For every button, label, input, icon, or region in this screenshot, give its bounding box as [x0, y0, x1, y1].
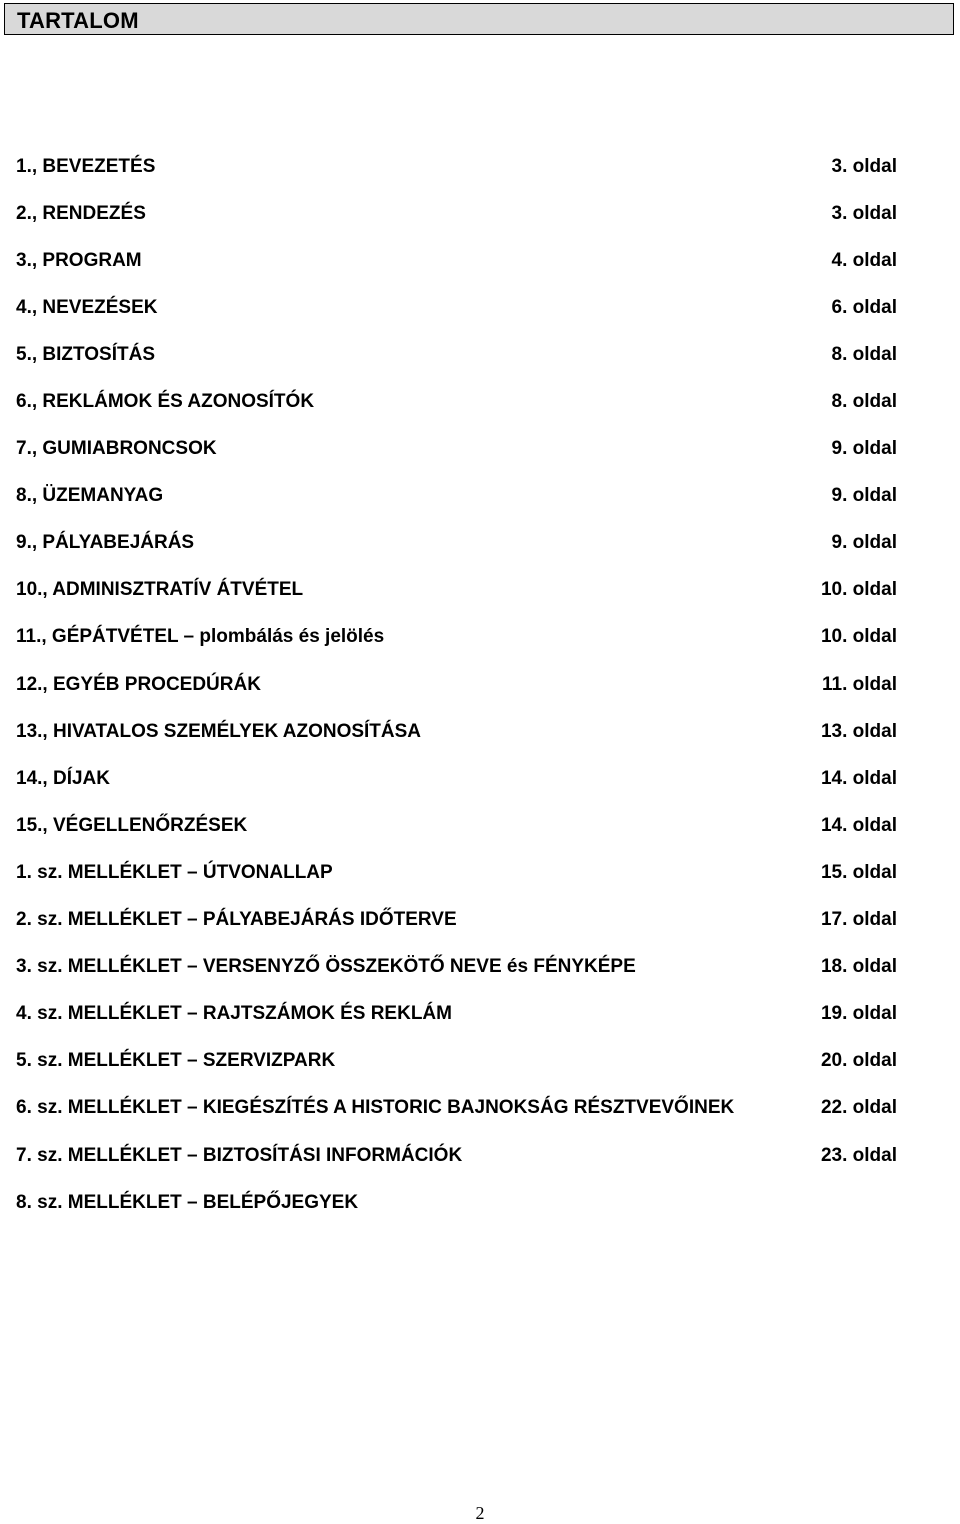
toc-entry [16, 849, 897, 896]
toc-entry-label: 4., NEVEZÉSEK [16, 296, 158, 318]
toc-entry-label: 7. sz. MELLÉKLET – BIZTOSÍTÁSI INFORMÁCIÓK [16, 1144, 463, 1166]
toc-entry-label: 8. sz. MELLÉKLET – BELÉPŐJEGYEK [16, 1191, 359, 1213]
table-of-contents [16, 143, 897, 1226]
toc-entry-label: 4. sz. MELLÉKLET – RAJTSZÁMOK ÉS REKLÁM [16, 1003, 452, 1025]
toc-entry [16, 520, 897, 567]
toc-entry-label: 3. sz. MELLÉKLET – VERSENYZŐ ÖSSZEKÖTŐ NEVE és FÉNYKÉPE [16, 956, 636, 978]
toc-entry-page: 20. oldal [820, 1050, 897, 1072]
toc-entry-page: 14. oldal [820, 814, 897, 836]
toc-entry-label: 10., ADMINISZTRATÍV ÁTVÉTEL [16, 579, 304, 601]
toc-entry [16, 897, 897, 944]
toc-entry [16, 190, 897, 237]
page-number: 2 [475, 1503, 485, 1523]
toc-entry-page: 19. oldal [820, 1003, 897, 1025]
toc-entry [16, 237, 897, 284]
toc-entry [16, 1179, 897, 1226]
toc-entry-label: 2. sz. MELLÉKLET – PÁLYABEJÁRÁS IDŐTERVE [16, 909, 457, 931]
toc-entry-label: 11., GÉPÁTVÉTEL – plombálás és jelölés [16, 626, 385, 648]
toc-entry-label: 2., RENDEZÉS [16, 202, 146, 224]
toc-entry [16, 755, 897, 802]
toc-entry-label: 8., ÜZEMANYAG [16, 485, 164, 507]
toc-entry-page: 18. oldal [820, 956, 897, 978]
toc-entry-page: 10. oldal [820, 579, 897, 601]
toc-entry [16, 1038, 897, 1085]
toc-entry [16, 802, 897, 849]
toc-entry-label: 7., GUMIABRONCSOK [16, 438, 217, 460]
toc-entry-page: 9. oldal [831, 438, 897, 460]
toc-entry-page: 6. oldal [831, 296, 897, 318]
toc-entry-label: 13., HIVATALOS SZEMÉLYEK AZONOSÍTÁSA [16, 720, 422, 742]
page-title: TARTALOM [17, 8, 139, 33]
toc-entry [16, 708, 897, 755]
toc-entry [16, 1085, 897, 1132]
toc-entry [16, 284, 897, 331]
toc-entry-page: 8. oldal [831, 391, 897, 413]
toc-entry-page: 22. oldal [820, 1097, 897, 1119]
toc-entry-label: 12., EGYÉB PROCEDÚRÁK [16, 673, 261, 695]
toc-entry-label: 15., VÉGELLENŐRZÉSEK [16, 814, 248, 836]
toc-entry-page: 3. oldal [831, 155, 897, 177]
toc-entry-page: 10. oldal [820, 626, 897, 648]
toc-entry-page: 14. oldal [820, 767, 897, 789]
toc-entry-page: 13. oldal [820, 720, 897, 742]
toc-entry-page: 11. oldal [822, 673, 897, 695]
toc-entry-label: 5. sz. MELLÉKLET – SZERVIZPARK [16, 1050, 336, 1072]
toc-entry-page: 9. oldal [831, 485, 897, 507]
toc-entry-page: 8. oldal [831, 343, 897, 365]
toc-entry [16, 567, 897, 614]
toc-entry [16, 944, 897, 991]
toc-entry-page: 9. oldal [831, 532, 897, 554]
toc-entry-label: 6. sz. MELLÉKLET – KIEGÉSZÍTÉS A HISTORIC BAJNOKSÁG RÉSZTVEVŐINEK [16, 1097, 735, 1119]
toc-entry [16, 378, 897, 425]
toc-entry [16, 426, 897, 473]
toc-entry [16, 331, 897, 378]
toc-entry [16, 1132, 897, 1179]
toc-entry-page: 4. oldal [831, 249, 897, 271]
toc-entry-label: 1. sz. MELLÉKLET – ÚTVONALLAP [16, 861, 333, 883]
toc-entry-page: 15. oldal [820, 861, 897, 883]
toc-entry [16, 143, 897, 190]
toc-entry-page: 3. oldal [831, 202, 897, 224]
toc-entry-label: 3., PROGRAM [16, 249, 142, 271]
toc-entry-label: 14., DÍJAK [16, 767, 110, 789]
toc-entry-page: 17. oldal [820, 909, 897, 931]
toc-entry [16, 473, 897, 520]
toc-title-box [4, 3, 954, 35]
toc-entry [16, 991, 897, 1038]
toc-entry-label: 5., BIZTOSÍTÁS [16, 343, 156, 365]
toc-entry-label: 9., PÁLYABEJÁRÁS [16, 532, 195, 554]
toc-entry [16, 614, 897, 661]
toc-entry [16, 661, 897, 708]
toc-entry-label: 6., REKLÁMOK ÉS AZONOSÍTÓK [16, 391, 315, 413]
toc-entry-label: 1., BEVEZETÉS [16, 155, 156, 177]
toc-entry-page: 23. oldal [820, 1144, 897, 1166]
